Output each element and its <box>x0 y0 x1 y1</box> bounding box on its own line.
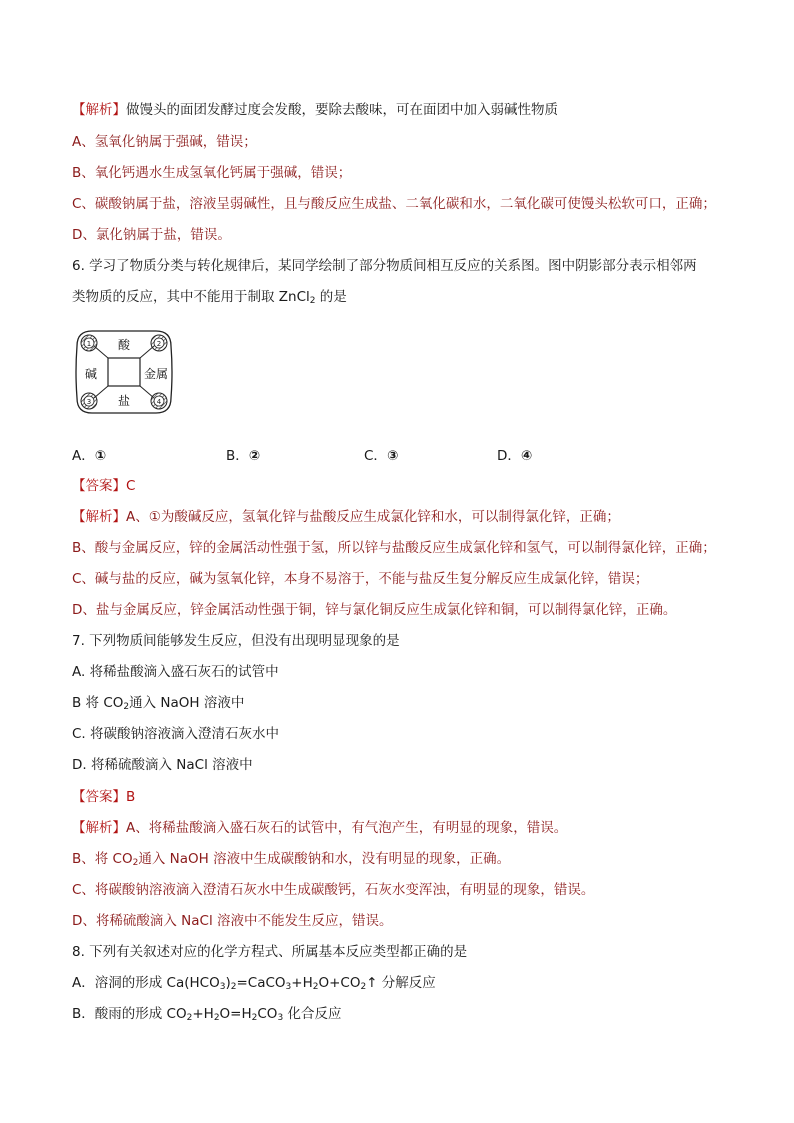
q7-explanation-d: D、将稀硫酸滴入 NaCl 溶液中不能发生反应，错误。 <box>72 913 393 929</box>
q7-option-a: A. 将稀盐酸滴入盛石灰石的试管中 <box>72 664 279 680</box>
label-acid: 酸 <box>117 338 131 352</box>
answer-value: B <box>126 789 136 805</box>
q7-option-c: C. 将碳酸钠溶液滴入澄清石灰水中 <box>72 726 280 742</box>
explanation-text: A、①为酸碱反应，氢氧化锌与盐酸反应生成氯化锌和水，可以制得氯化锌，正确； <box>126 509 620 525</box>
q6-stem-line2 <box>72 288 347 310</box>
q5-explanation-c: C、碳酸钠属于盐，溶液呈弱碱性，且与酸反应生成盐、二氧化碳和水，二氧化碳可使馒头松软可口，正确； <box>72 196 716 212</box>
q7-option-d: D. 将稀硫酸滴入 NaCl 溶液中 <box>72 757 253 773</box>
answer-tag: 【答案】 <box>72 478 126 494</box>
label-metal: 金属 <box>143 367 169 381</box>
q5-explanation-d: D、氯化钠属于盐，错误。 <box>72 227 231 243</box>
q6-explanation-d: D、盐与金属反应，锌金属活动性强于铜，锌与氯化铜反应生成氯化锌和铜，可以制得氯化锌，正确。 <box>72 602 677 618</box>
answer-tag: 【答案】 <box>72 789 126 805</box>
relation-diagram <box>74 328 174 416</box>
q7-explanation-a <box>72 819 567 837</box>
explanation-text: 做馒头的面团发酵过度会发酸，要除去酸味，可在面团中加入弱碱性物质 <box>126 102 558 118</box>
q6-option-c: C．③ <box>364 448 399 464</box>
explanation-text: A、将稀盐酸滴入盛石灰石的试管中，有气泡产生，有明显的现象，错误。 <box>126 820 568 836</box>
q6-option-b: B．② <box>226 448 261 464</box>
explanation-tag: 【解析】 <box>72 509 126 525</box>
q7-answer <box>72 788 135 806</box>
q8-option-a: A．溶洞的形成 $Ca(HCO_3)_2=CaCO_3+H_2O+CO_2↑$ 分解反应 <box>72 975 436 992</box>
q8-option-b: B．酸雨的形成 $CO_2+H_2O=H_2CO_3$ 化合反应 <box>72 1006 342 1023</box>
q5-explanation-b: B、氧化钙遇水生成氢氧化钙属于强碱，错误； <box>72 165 352 181</box>
q5-explanation-a: A、氢氧化钠属于强碱，错误； <box>72 134 257 150</box>
q7-explanation-b: B、将 $CO_2$通入 NaOH 溶液中生成碳酸钠和水，没有明显的现象，正确。 <box>72 851 511 868</box>
q6-option-a: A．① <box>72 448 107 464</box>
region-number-2: 2 <box>156 340 162 348</box>
q6-subscript: 2 <box>309 296 316 306</box>
explanation-tag: 【解析】 <box>72 102 126 118</box>
region-number-3: 3 <box>86 398 92 406</box>
label-salt: 盐 <box>117 394 131 408</box>
q6-answer <box>72 477 135 495</box>
q6-explanation-b: B、酸与金属反应，锌的金属活动性强于氢，所以锌与盐酸反应生成氯化锌和氢气，可以制得氯化锌，正确； <box>72 540 716 556</box>
q6-stem-tail: 的是 <box>315 289 347 305</box>
q7-stem: 7. 下列物质间能够发生反应，但没有出现明显现象的是 <box>72 633 400 649</box>
region-number-1: 1 <box>86 340 92 348</box>
q6-stem-line1: 6. 学习了物质分类与转化规律后，某同学绘制了部分物质间相互反应的关系图。图中阴影部分表示相邻两 <box>72 258 697 274</box>
label-base: 碱 <box>84 367 98 381</box>
q5-explanation-intro <box>72 101 558 119</box>
explanation-tag: 【解析】 <box>72 820 126 836</box>
q8-stem: 8. 下列有关叙述对应的化学方程式、所属基本反应类型都正确的是 <box>72 944 468 960</box>
q7-explanation-c: C、将碳酸钠溶液滴入澄清石灰水中生成碳酸钙，石灰水变浑浊，有明显的现象，错误。 <box>72 882 595 898</box>
region-number-4: 4 <box>156 398 162 406</box>
q6-explanation-c: C、碱与盐的反应，碱为氢氧化锌，本身不易溶于，不能与盐反生复分解反应生成氯化锌，错误； <box>72 571 649 587</box>
q6-stem-text: 类物质的反应，其中不能用于制取 ZnCl <box>72 289 310 305</box>
answer-value: C <box>126 478 136 494</box>
q6-option-d: D．④ <box>497 448 533 464</box>
inner-frame <box>108 358 140 386</box>
q7-option-b: B 将 $CO_2$通入 NaOH 溶液中 <box>72 695 245 712</box>
q6-explanation-a <box>72 508 620 526</box>
